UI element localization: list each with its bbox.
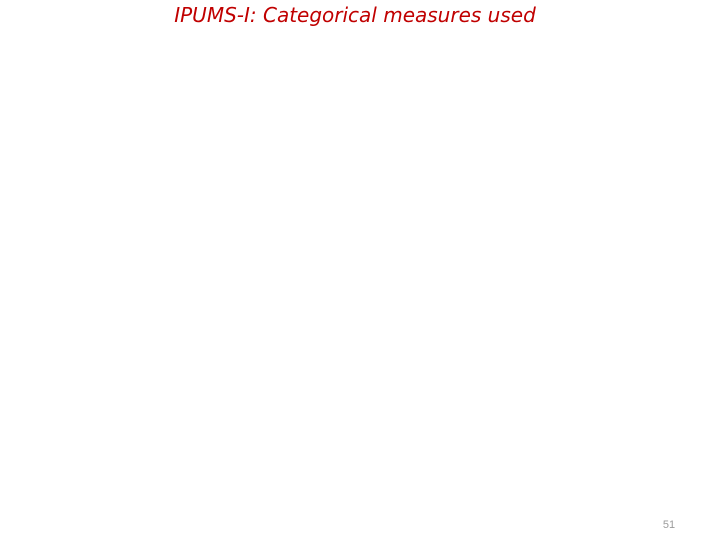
- page-number: 51: [662, 519, 676, 531]
- slide-title: IPUMS-I: Categorical measures used: [174, 3, 536, 27]
